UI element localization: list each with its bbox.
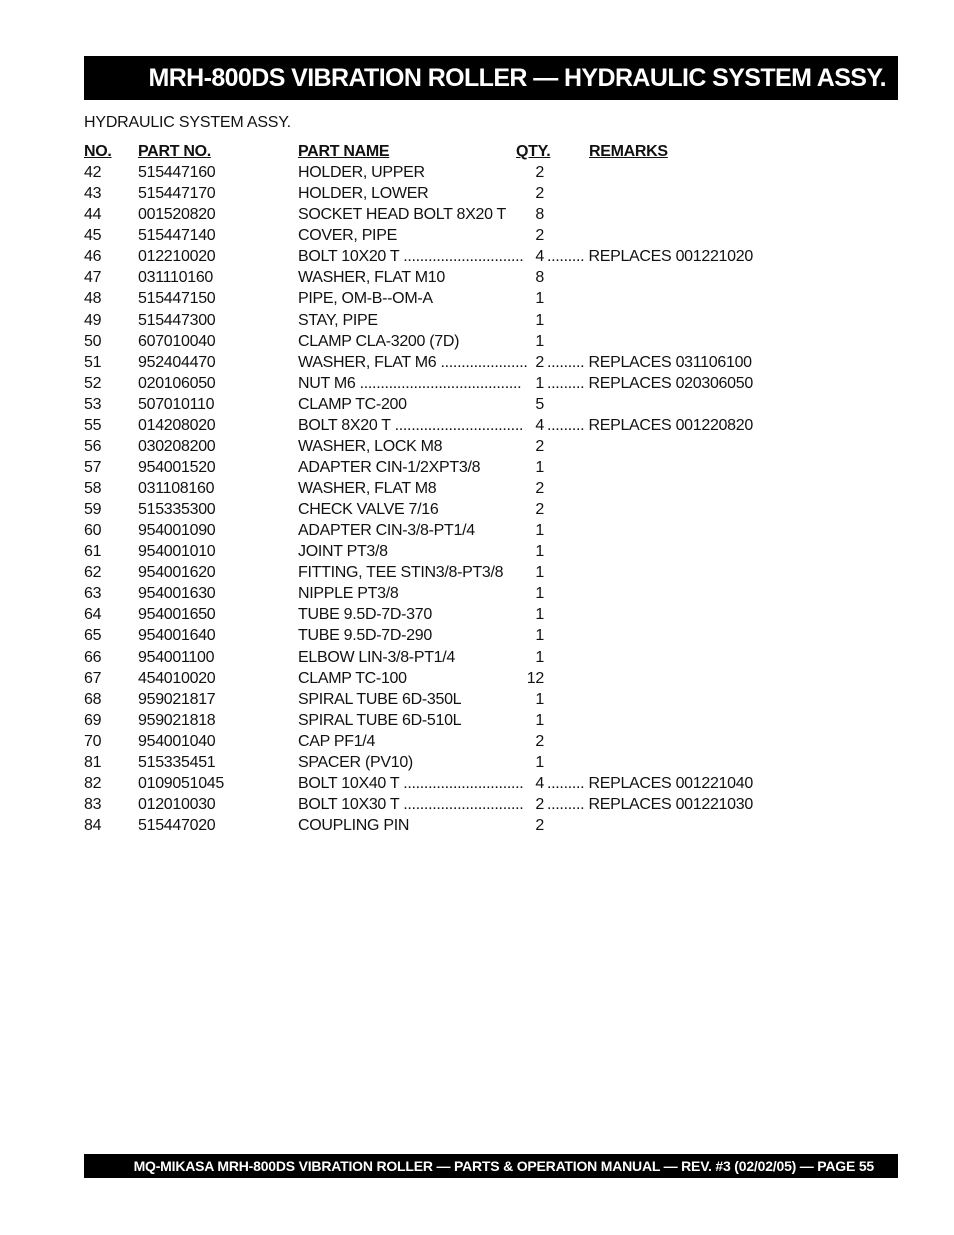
table-body — [84, 163, 784, 837]
table-row — [84, 226, 784, 247]
row-no: 70 — [84, 732, 102, 750]
row-part-no: 515447150 — [138, 290, 216, 308]
row-remarks: ......... REPLACES 020306050 — [547, 374, 753, 392]
row-part-no: 031108160 — [138, 480, 215, 497]
table-row — [84, 521, 784, 542]
row-no: 63 — [84, 585, 102, 603]
table-header-row — [84, 142, 784, 163]
row-part-no: 954001010 — [138, 543, 216, 561]
table-row — [84, 268, 784, 289]
row-part-no: 454010020 — [138, 669, 216, 687]
row-qty: 2 — [535, 353, 544, 371]
row-no: 43 — [84, 185, 102, 203]
row-part-name: CLAMP TC-100 — [298, 669, 407, 687]
row-qty: 2 — [535, 732, 544, 750]
row-qty: 8 — [535, 269, 544, 287]
row-part-no: 954001620 — [138, 564, 216, 582]
row-no: 84 — [84, 817, 102, 834]
parts-table — [84, 142, 784, 837]
row-part-name: TUBE 9.5D-7D-370 — [298, 606, 432, 624]
row-qty: 2 — [535, 795, 544, 813]
row-part-no: 954001040 — [138, 732, 216, 750]
row-qty: 2 — [535, 501, 544, 519]
table-row — [84, 816, 784, 837]
row-qty: 2 — [535, 164, 544, 182]
row-part-name: SPIRAL TUBE 6D-350L — [298, 690, 462, 708]
table-row — [84, 184, 784, 205]
row-qty: 1 — [535, 374, 544, 392]
row-qty: 2 — [535, 227, 544, 245]
row-part-no: 952404470 — [138, 353, 216, 371]
row-part-name: COVER, PIPE — [298, 227, 397, 245]
row-qty: 1 — [535, 753, 544, 771]
row-no: 47 — [84, 269, 102, 287]
row-no: 58 — [84, 480, 102, 497]
table-row — [84, 332, 784, 353]
row-part-name: SPACER (PV10) — [298, 753, 413, 771]
row-qty: 2 — [535, 437, 544, 455]
row-remarks: ......... REPLACES 001221020 — [547, 248, 753, 266]
row-no: 65 — [84, 627, 102, 645]
row-remarks: ......... REPLACES 031106100 — [547, 353, 752, 371]
row-part-name: CAP PF1/4 — [298, 732, 376, 750]
row-part-no: 012210020 — [138, 248, 216, 266]
row-part-name: SOCKET HEAD BOLT 8X20 T — [298, 206, 506, 224]
row-part-name: WASHER, FLAT M6 ..................... — [298, 353, 528, 371]
row-no: 50 — [84, 332, 102, 350]
row-qty: 1 — [535, 543, 544, 561]
row-part-no: 515447300 — [138, 311, 216, 329]
row-part-no: 030208200 — [138, 437, 216, 455]
row-qty: 1 — [535, 332, 544, 350]
row-no: 60 — [84, 522, 102, 540]
row-qty: 1 — [535, 711, 544, 729]
row-no: 69 — [84, 711, 102, 729]
row-qty: 4 — [535, 416, 544, 434]
table-row — [84, 311, 784, 332]
table-row — [84, 732, 784, 753]
row-no: 81 — [84, 753, 102, 771]
table-row — [84, 500, 784, 521]
row-part-name: WASHER, FLAT M8 — [298, 480, 437, 497]
row-part-name: ADAPTER CIN-1/2XPT3/8 — [298, 458, 481, 476]
row-qty: 4 — [535, 774, 544, 792]
table-row — [84, 542, 784, 563]
table-row — [84, 711, 784, 732]
row-part-name: CLAMP TC-200 — [298, 395, 407, 413]
row-part-no: 954001100 — [138, 648, 215, 666]
row-remarks: ......... REPLACES 001220820 — [547, 416, 753, 434]
table-row — [84, 795, 784, 816]
row-part-name: BOLT 10X40 T ............................. — [298, 774, 524, 792]
row-no: 68 — [84, 690, 102, 708]
row-qty: 1 — [535, 606, 544, 624]
row-part-name: TUBE 9.5D-7D-290 — [298, 627, 432, 645]
row-qty: 1 — [535, 564, 544, 582]
header-no: NO. — [84, 143, 112, 160]
row-no: 61 — [84, 543, 102, 561]
row-remarks: ......... REPLACES 001221040 — [547, 774, 753, 792]
row-part-name: CLAMP CLA-3200 (7D) — [298, 332, 460, 350]
row-part-name: PIPE, OM-B--OM-A — [298, 290, 433, 308]
table-row — [84, 774, 784, 795]
row-part-name: HOLDER, LOWER — [298, 185, 429, 203]
row-qty: 1 — [535, 585, 544, 603]
table-row — [84, 479, 784, 500]
row-part-no: 012010030 — [138, 795, 216, 813]
row-part-no: 954001650 — [138, 606, 216, 624]
table-row — [84, 690, 784, 711]
row-part-no: 515447170 — [138, 185, 216, 203]
page-footer — [84, 1154, 898, 1178]
table-row — [84, 395, 784, 416]
table-row — [84, 416, 784, 437]
table-row — [84, 753, 784, 774]
row-no: 64 — [84, 606, 102, 624]
row-qty: 1 — [535, 648, 544, 666]
row-part-no: 515447020 — [138, 817, 216, 834]
row-qty: 1 — [535, 627, 544, 645]
page-title: MRH-800DS VIBRATION ROLLER — HYDRAULIC SYSTEM ASSY. — [148, 63, 886, 92]
row-part-no: 031110160 — [138, 269, 214, 287]
row-part-name: ADAPTER CIN-3/8-PT1/4 — [298, 522, 475, 540]
table-row — [84, 163, 784, 184]
row-no: 62 — [84, 564, 102, 582]
row-part-name: BOLT 10X30 T ............................. — [298, 795, 524, 813]
table-row — [84, 247, 784, 268]
table-row — [84, 458, 784, 479]
row-part-no: 607010040 — [138, 332, 216, 350]
row-no: 51 — [84, 353, 102, 371]
row-qty: 4 — [535, 248, 544, 266]
row-part-no: 507010110 — [138, 395, 215, 413]
row-part-no: 515447140 — [138, 227, 216, 245]
row-qty: 1 — [535, 458, 544, 476]
table-row — [84, 289, 784, 310]
section-title: HYDRAULIC SYSTEM ASSY. — [84, 114, 291, 131]
table-row — [84, 626, 784, 647]
row-part-no: 515335451 — [138, 753, 216, 771]
row-no: 66 — [84, 648, 102, 666]
footer-text: MQ-MIKASA MRH-800DS VIBRATION ROLLER — PARTS & OPERATION MANUAL — REV. #3 (02/02/05) — PAGE 55 — [133, 1158, 874, 1174]
row-no: 53 — [84, 395, 102, 413]
table-row — [84, 669, 784, 690]
row-part-name: HOLDER, UPPER — [298, 164, 425, 182]
row-part-no: 515335300 — [138, 501, 216, 519]
header-qty: QTY. — [516, 143, 551, 160]
row-part-name: STAY, PIPE — [298, 311, 378, 329]
row-no: 67 — [84, 669, 102, 687]
header-part-name: PART NAME — [298, 143, 390, 160]
row-part-no: 0109051045 — [138, 774, 224, 792]
row-part-name: ELBOW LIN-3/8-PT1/4 — [298, 648, 456, 666]
table-row — [84, 648, 784, 669]
row-part-no: 959021818 — [138, 711, 216, 729]
row-part-name: BOLT 8X20 T ............................... — [298, 416, 524, 434]
row-part-no: 954001090 — [138, 522, 216, 540]
row-qty: 8 — [535, 206, 544, 224]
row-part-no: 954001630 — [138, 585, 216, 603]
row-part-name: WASHER, FLAT M10 — [298, 269, 445, 287]
row-part-name: JOINT PT3/8 — [298, 543, 388, 561]
table-row — [84, 563, 784, 584]
row-part-no: 954001640 — [138, 627, 216, 645]
row-qty: 1 — [535, 522, 544, 540]
table-row — [84, 584, 784, 605]
row-no: 49 — [84, 311, 102, 329]
row-qty: 5 — [535, 395, 544, 413]
row-part-name: NIPPLE PT3/8 — [298, 585, 399, 603]
header-remarks: REMARKS — [589, 143, 668, 160]
row-qty: 12 — [526, 669, 544, 687]
row-no: 48 — [84, 290, 102, 308]
row-no: 82 — [84, 774, 102, 792]
row-part-name: CHECK VALVE 7/16 — [298, 501, 439, 519]
row-qty: 1 — [535, 311, 544, 329]
table-row — [84, 437, 784, 458]
row-part-name: BOLT 10X20 T ............................. — [298, 248, 524, 266]
table-row — [84, 353, 784, 374]
row-no: 42 — [84, 164, 102, 182]
row-no: 83 — [84, 795, 102, 813]
row-no: 46 — [84, 248, 102, 266]
row-no: 57 — [84, 458, 102, 476]
row-qty: 1 — [535, 290, 544, 308]
row-qty: 2 — [535, 185, 544, 203]
row-part-name: SPIRAL TUBE 6D-510L — [298, 711, 462, 729]
table-row — [84, 205, 784, 226]
page-title-bar — [84, 56, 898, 100]
row-no: 44 — [84, 206, 102, 224]
row-qty: 1 — [535, 690, 544, 708]
row-part-name: COUPLING PIN — [298, 817, 410, 834]
row-no: 59 — [84, 501, 102, 519]
row-part-no: 515447160 — [138, 164, 216, 182]
row-remarks: ......... REPLACES 001221030 — [547, 795, 753, 813]
row-part-no: 959021817 — [138, 690, 216, 708]
row-no: 45 — [84, 227, 102, 245]
row-part-no: 954001520 — [138, 458, 216, 476]
row-no: 52 — [84, 374, 102, 392]
row-part-name: NUT M6 ....................................... — [298, 374, 522, 392]
row-qty: 2 — [535, 480, 544, 497]
row-qty: 2 — [535, 817, 544, 834]
row-part-name: WASHER, LOCK M8 — [298, 437, 443, 455]
table-row — [84, 605, 784, 626]
row-part-no: 001520820 — [138, 206, 216, 224]
row-part-no: 020106050 — [138, 374, 216, 392]
table-row — [84, 374, 784, 395]
row-no: 55 — [84, 416, 102, 434]
row-no: 56 — [84, 437, 102, 455]
row-part-no: 014208020 — [138, 416, 216, 434]
row-part-name: FITTING, TEE STIN3/8-PT3/8 — [298, 564, 504, 582]
header-part-no: PART NO. — [138, 143, 211, 160]
